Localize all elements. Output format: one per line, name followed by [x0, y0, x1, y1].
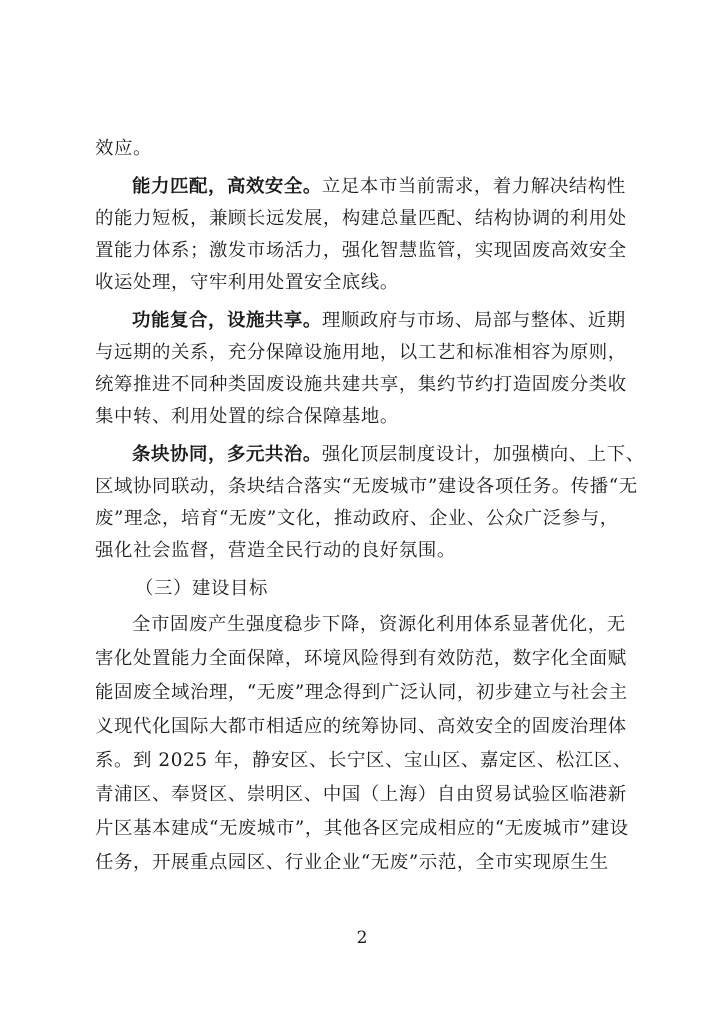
text-line: 片区基本建成“无废城市”，其他各区完成相应的“无废城市”建设: [95, 818, 629, 839]
text-run: 理顺政府与市场、局部与整体、近期: [321, 310, 626, 331]
text-line: 义现代化国际大都市相适应的统筹协同、高效安全的固废治理体: [95, 716, 627, 737]
text-line: 青浦区、奉贤区、崇明区、中国（上海）自由贸易试验区临港新: [95, 784, 627, 805]
paragraph-capability-matching: [95, 171, 672, 203]
text-line: 的能力短板，兼顾长远发展，构建总量匹配、结构协调的利用处: [95, 208, 627, 229]
text-line: 能固废全域治理，“无废”理念得到广泛认同，初步建立与社会主: [95, 682, 628, 703]
text-line: 收运处理，守牢利用处置安全底线。: [95, 272, 399, 293]
text-run: 强化顶层制度设计，加强横向、上下、: [321, 444, 645, 465]
section-heading: （三）建设目标: [135, 578, 268, 599]
paragraph-coordination: [95, 439, 672, 471]
heading-function-composite: 功能复合，设施共享。: [132, 310, 322, 331]
text-line: 与远期的关系，充分保障设施用地，以工艺和标准相容为原则，: [95, 342, 627, 363]
text-line: 害化处置能力全面保障，环境风险得到有效防范，数字化全面赋: [95, 648, 627, 669]
paragraph-function-composite: [95, 305, 672, 337]
text-line: 集中转、利用处置的综合保障基地。: [95, 406, 399, 427]
text-line: 任务，开展重点园区、行业企业“无废”示范，全市实现原生生: [95, 852, 609, 873]
text-line: 统筹推进不同种类固废设施共建共享，集约节约打造固废分类收: [95, 374, 627, 395]
text-line: 系。到 2025 年，静安区、长宁区、宝山区、嘉定区、松江区、: [95, 750, 632, 771]
text-run: 立足本市当前需求，着力解决结构性: [321, 176, 626, 197]
text-line: 区域协同联动，条块结合落实“无废城市”建设各项任务。传播“无: [95, 476, 638, 497]
text-line: 置能力体系；激发市场活力，强化智慧监管，实现固废高效安全: [95, 240, 627, 261]
text-line: 强化社会监督，营造全民行动的良好氛围。: [95, 540, 456, 561]
text-line: 废”理念，培育“无废”文化，推动政府、企业、公众广泛参与，: [95, 508, 619, 529]
heading-coordination: 条块协同，多元共治。: [132, 444, 322, 465]
page-number: 2: [356, 928, 368, 948]
text-line: 全市固废产生强度稳步下降，资源化利用体系显著优化，无: [132, 614, 626, 635]
text-line: 效应。: [95, 138, 152, 159]
heading-capability-matching: 能力匹配，高效安全。: [132, 176, 322, 197]
